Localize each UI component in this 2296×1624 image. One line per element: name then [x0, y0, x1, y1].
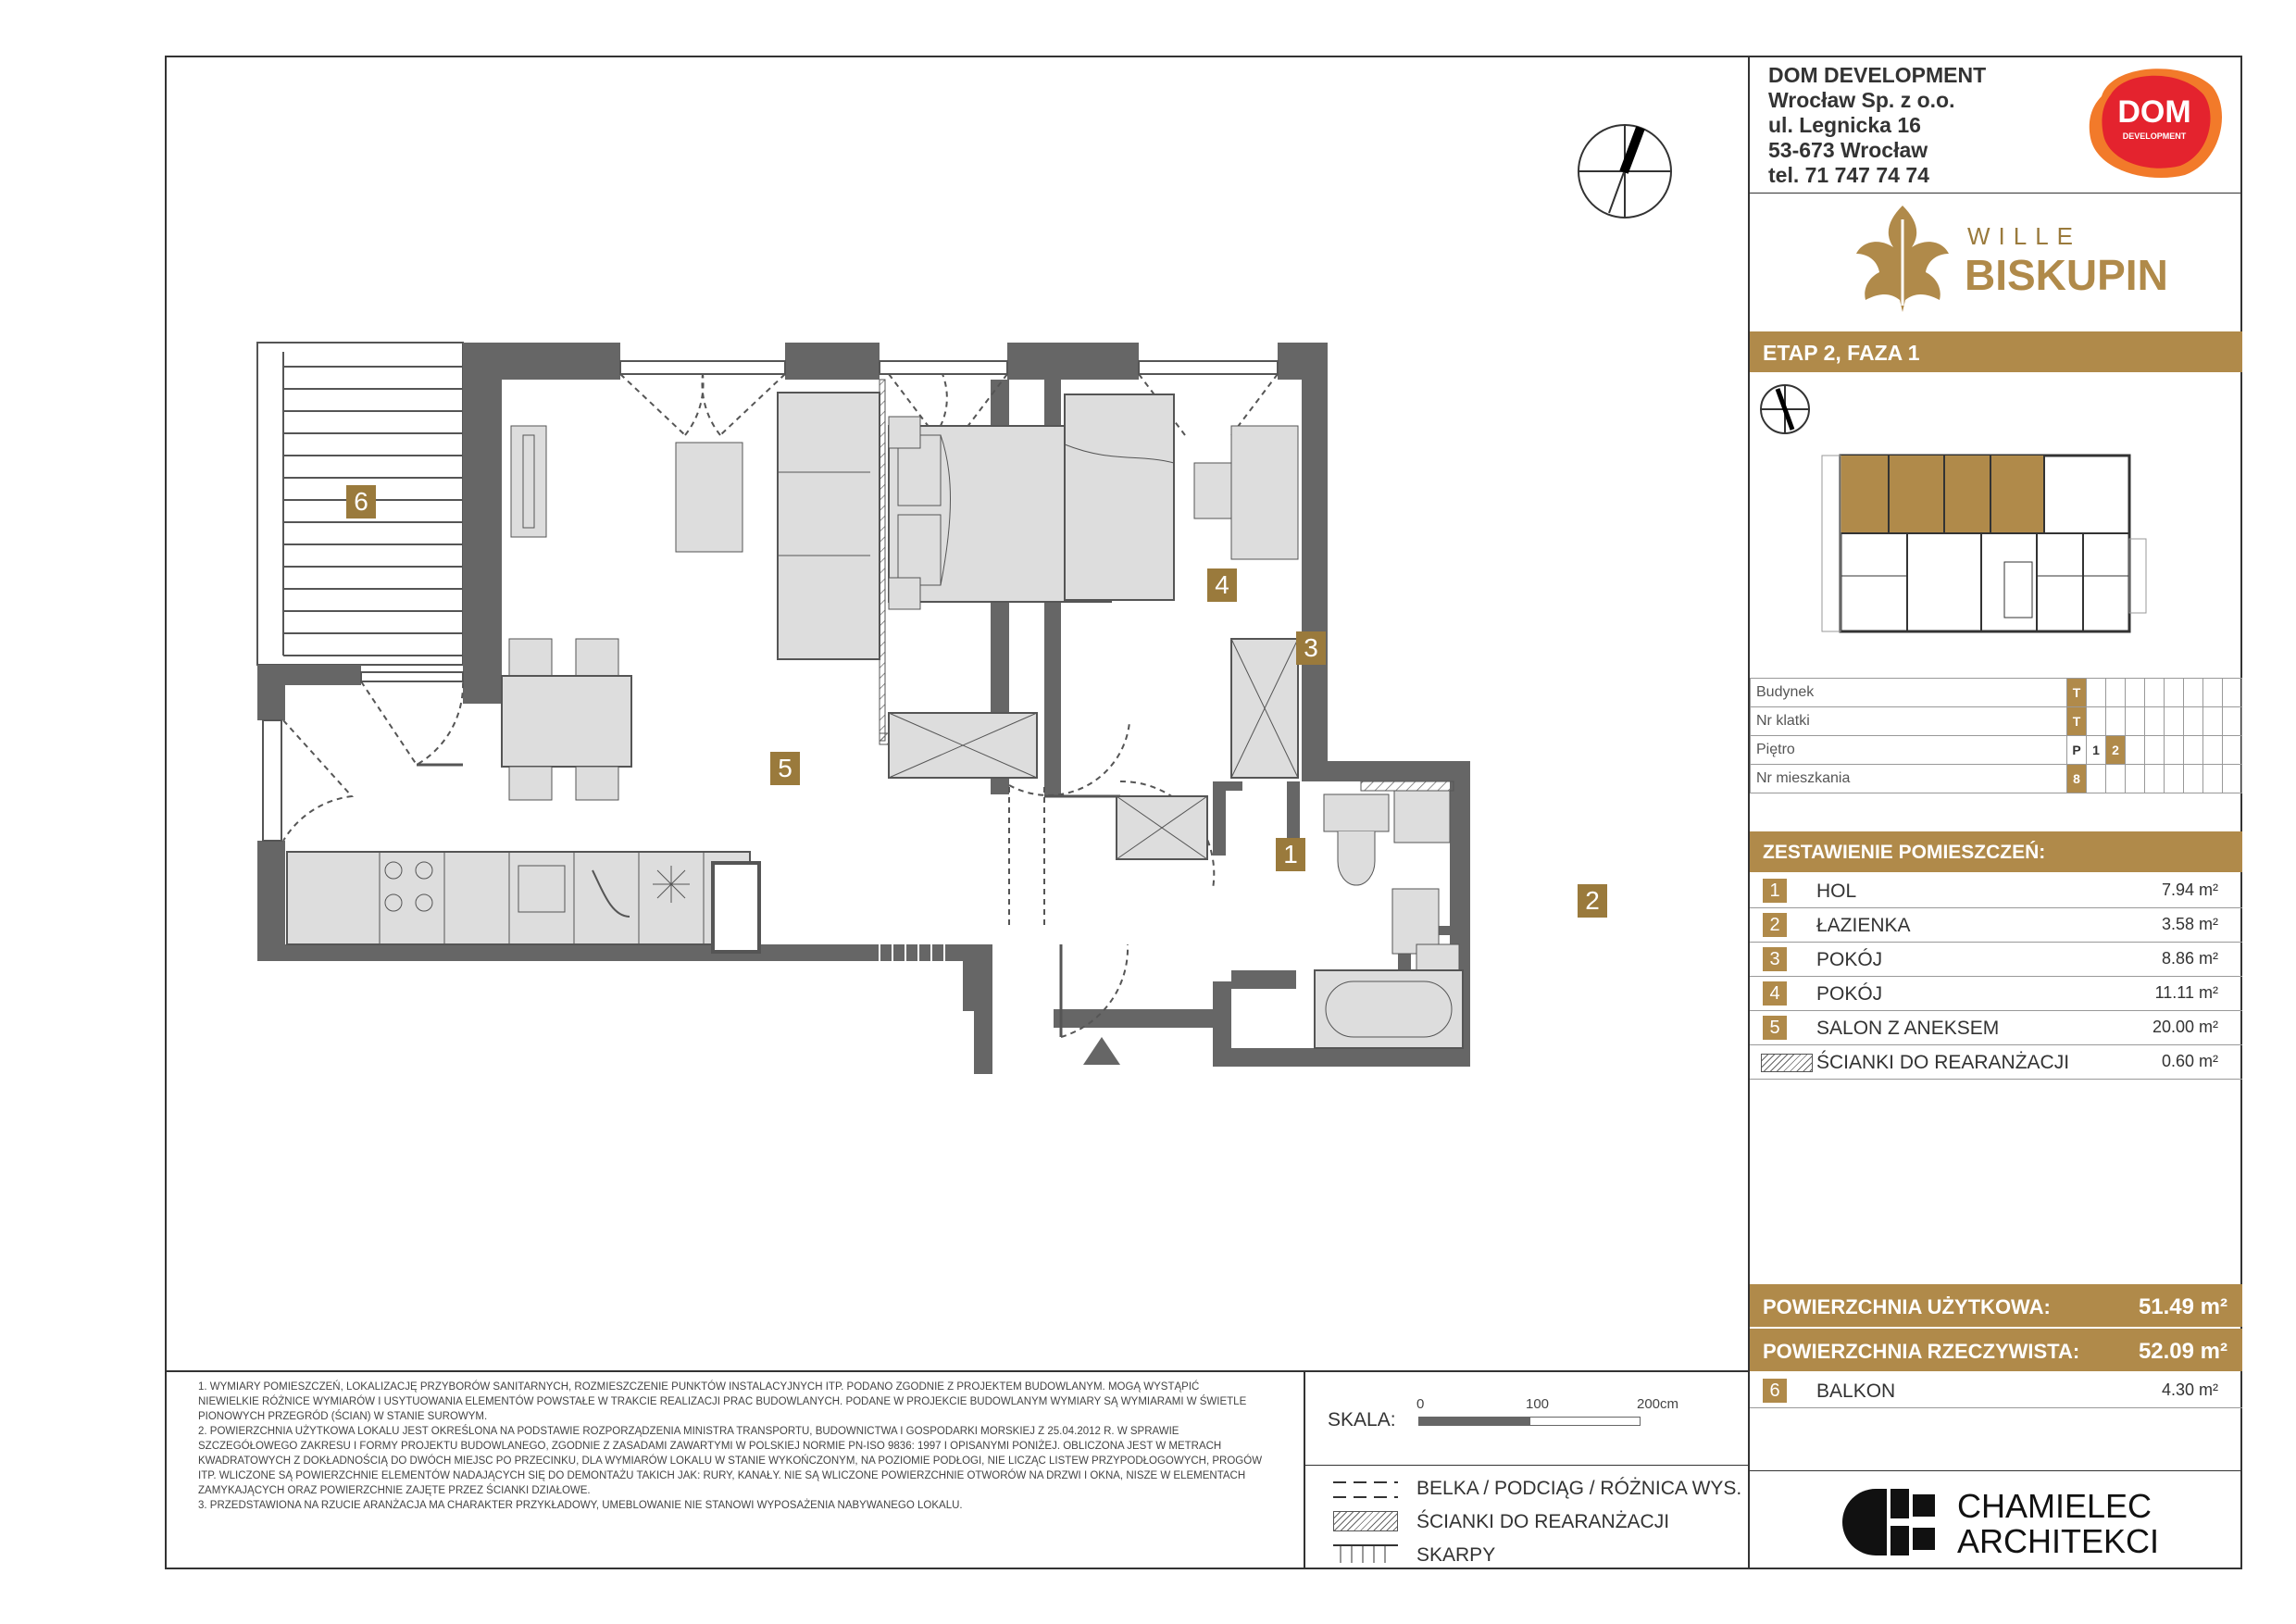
scale-tick-0: 0: [1416, 1396, 1425, 1412]
beam-legend-icon: [1333, 1480, 1398, 1500]
dom-logo-subtext: DEVELOPMENT: [2122, 131, 2187, 141]
scale-legend-divider: [1304, 1465, 1750, 1466]
compass-small-icon: [1757, 381, 1813, 437]
room-name: SALON Z ANEKSEM: [1816, 1018, 2000, 1039]
balcony-number: 6: [1763, 1379, 1787, 1403]
room-area: 7.94 m²: [2161, 881, 2218, 899]
room-name: POKÓJ: [1816, 983, 1883, 1005]
company-city: 53-673 Wrocław: [1768, 138, 1928, 162]
balcony-name: BALKON: [1816, 1380, 1896, 1402]
rooms-title-bar: [1750, 831, 2242, 872]
note-2: 2. POWIERZCHNIA UŻYTKOWA LOKALU JEST OKREŚLONA NA PODSTAWIE ROZPORZĄDZENIA MINISTRA TRANSPORTU, BUDOWNICTWA I GOSPODARKI MORSKIEJ Z 25.04.2012 R. W SPRAWIE SZCZEGÓŁOWEGO ZAKRESU I FORMY PROJEKTU BUDOWLANEGO, ZGODNIE Z ZASADAMI ZAWARTYMI W POLSKIEJ NORMIE PN-ISO 9836: 1997 I OPISANYMI PONIŻEJ. OBLICZONA JEST W METRACH KWADRATOWYCH Z DOKŁADNOŚCIĄ DO DWÓCH MIEJSC PO PRZECINKU, DLA WYMIARÓW LOKALU W STANIE WYKOŃCZONYM, NA POZIOMIE PODŁOGI, NIE LICZĄC LISTEW PRZYPODŁOGOWYCH, PROGÓW ITP. WLICZONE SĄ POWIERZCHNIE ELEMENTÓW NADAJĄCYCH SIĘ DO DEMONTAŻU TAKICH JAK: RURY, KANAŁY. NIE SĄ WLICZONE POWIERZCHNIE OTWORÓW NA DRZWI I OKNA, NISZE W ELEMENTACH ZAMYKAJĄCYCH ORAZ POWIERZCHNIE ZAJĘTE PRZEZ ŚCIANKI DZIAŁOWE.: [198, 1426, 1263, 1496]
partition-area: 0.60 m²: [2161, 1052, 2218, 1070]
scale-bar: [1418, 1417, 1641, 1428]
apartment-row: [1751, 765, 2242, 793]
partition-legend-icon: [1333, 1511, 1398, 1531]
room-row: [1750, 908, 2242, 943]
building-row: [1751, 679, 2242, 707]
beam-legend-label: BELKA / PODCIĄG / RÓŻNICA WYS.: [1416, 1478, 1742, 1499]
floor-value-2: 2: [2106, 736, 2126, 765]
scale-tick-100: 100: [1526, 1396, 1550, 1412]
room-area: 11.11 m²: [2154, 983, 2218, 1002]
plan-label-3: 3: [1296, 631, 1326, 665]
partition-row: [1750, 1045, 2242, 1080]
company-phone: tel. 71 747 74 74: [1768, 163, 1929, 187]
partition-legend-label: ŚCIANKI DO REARANŻACJI: [1416, 1511, 1670, 1532]
room-name: HOL: [1816, 881, 1857, 902]
usable-area-value: 51.49 m²: [2138, 1294, 2227, 1319]
header-divider: [1750, 193, 2242, 194]
floor-row: [1751, 736, 2242, 765]
scale-label: SKALA:: [1328, 1409, 1396, 1430]
floor-plan: [250, 333, 1713, 1074]
room-row: [1750, 943, 2242, 977]
room-row: [1750, 1011, 2242, 1045]
sill-legend-icon: [1333, 1543, 1398, 1563]
architect-divider: [1750, 1470, 2242, 1471]
partition-name: ŚCIANKI DO REARANŻACJI: [1816, 1052, 2070, 1073]
room-name: ŁAZIENKA: [1816, 915, 1911, 936]
note-3: 3. PRZEDSTAWIONA NA RZUCIE ARANŻACJA MA CHARAKTER PRZYKŁADOWY, UMEBLOWANIE NIE STANOWI WYPOSAŻENIA NABYWANEGO LOKALU.: [198, 1500, 963, 1511]
brand-bottom: BISKUPIN: [1965, 251, 2168, 299]
room-number: 2: [1763, 913, 1787, 937]
room-row: [1750, 874, 2242, 908]
room-area: 8.86 m²: [2161, 949, 2218, 968]
floor-label: Piętro: [1751, 736, 2067, 765]
sill-legend-label: SKARPY: [1416, 1544, 1496, 1566]
staircase-label: Nr klatki: [1751, 707, 2067, 736]
floor-value-1: 1: [2087, 736, 2106, 765]
plan-label-6: 6: [346, 485, 376, 518]
company-street: ul. Legnicka 16: [1768, 113, 1921, 137]
apartment-value: 8: [2067, 765, 2087, 793]
building-label: Budynek: [1751, 679, 2067, 707]
staircase-row: [1751, 707, 2242, 736]
company-entity: Wrocław Sp. z o.o.: [1768, 88, 1955, 112]
note-1: 1. WYMIARY POMIESZCZEŃ, LOKALIZACJĘ PRZYBORÓW SANITARNYCH, ROZMIESZCZENIE PUNKTÓW INSTALACYJNYCH ITP. PODANO ZGODNIE Z PROJEKTEM BUDOWLANYM. MOGĄ WYSTĄPIĆ NIEWIELKIE RÓŻNICE WYMIARÓW I USYTUOWANIA ELEMENTÓW POWSTAŁE W TRAKCIE REALIZACJI PRAC BUDOWLANYCH. PODANE W PROJEKCIE BUDOWLANYM WYMIARY SĄ WYMIARAMI W ŚWIETLE PIONOWYCH PRZEGRÓD (ŚCIAN) W STANIE SUROWYM.: [198, 1381, 1247, 1422]
plan-label-5: 5: [770, 752, 800, 785]
plan-label-4: 4: [1207, 568, 1237, 602]
room-name: POKÓJ: [1816, 949, 1883, 970]
room-number: 4: [1763, 981, 1787, 1006]
company-name: DOM DEVELOPMENT: [1768, 63, 1987, 87]
room-number: 1: [1763, 879, 1787, 903]
rooms-title: ZESTAWIENIE POMIESZCZEŃ:: [1763, 842, 2046, 863]
room-area: 20.00 m²: [2152, 1018, 2218, 1036]
stage-bar: [1750, 331, 2242, 372]
balcony-row: [1750, 1374, 2242, 1408]
room-number: 5: [1763, 1016, 1787, 1040]
wille-biskupin-logo: [1842, 196, 2176, 317]
company-address: [1768, 63, 1986, 188]
notes: [198, 1380, 1263, 1513]
hatch-icon: [1761, 1054, 1813, 1072]
chamielec-logo: [1839, 1487, 2227, 1561]
room-row: [1750, 977, 2242, 1011]
building-value: T: [2067, 679, 2087, 707]
plan-label-1: 1: [1276, 838, 1305, 871]
architect-line1: CHAMIELEC: [1957, 1487, 2152, 1525]
room-area: 3.58 m²: [2161, 915, 2218, 933]
real-area-label: POWIERZCHNIA RZECZYWISTA:: [1763, 1340, 2080, 1363]
plan-label-2: 2: [1578, 884, 1607, 918]
dom-development-logo: [2083, 59, 2226, 181]
usable-area-label: POWIERZCHNIA UŻYTKOWA:: [1763, 1295, 2051, 1318]
key-plan: [1796, 446, 2194, 641]
real-area-bar: [1750, 1329, 2242, 1371]
brand-top: WILLE: [1967, 222, 2082, 250]
staircase-value: T: [2067, 707, 2087, 736]
apartment-info-table: [1750, 678, 2242, 793]
scale-tick-200: 200cm: [1637, 1396, 1679, 1412]
notes-divider: [165, 1370, 1750, 1372]
stage-label: ETAP 2, FAZA 1: [1763, 341, 1920, 365]
floor-value-p: P: [2067, 736, 2087, 765]
usable-area-bar: [1750, 1284, 2242, 1327]
apartment-label: Nr mieszkania: [1751, 765, 2067, 793]
notes-legend-divider: [1304, 1370, 1305, 1569]
dom-logo-text: DOM: [2117, 94, 2191, 130]
real-area-value: 52.09 m²: [2138, 1339, 2227, 1364]
compass-icon: [1574, 120, 1676, 222]
architect-line2: ARCHITEKCI: [1957, 1522, 2160, 1560]
balcony-area: 4.30 m²: [2161, 1380, 2218, 1399]
room-number: 3: [1763, 947, 1787, 971]
